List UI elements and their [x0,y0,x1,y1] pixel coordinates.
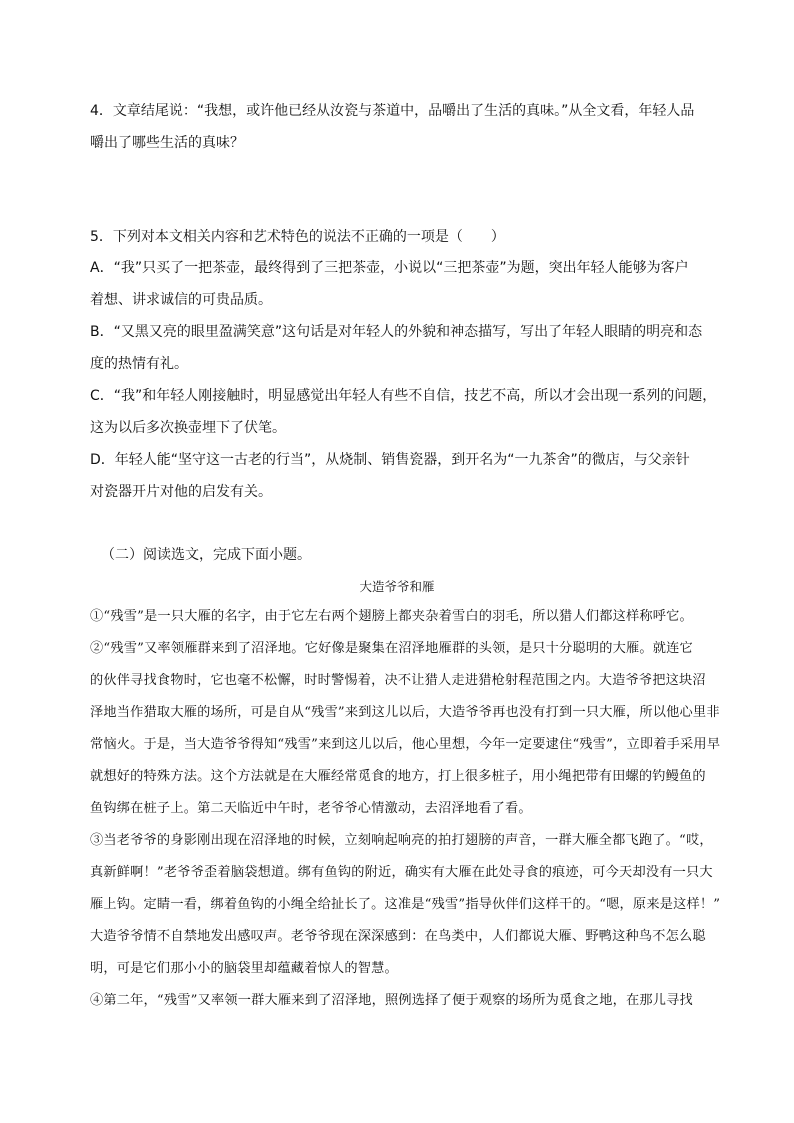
paragraph-2-line-6: 鱼钩绑在桩子上。第二天临近中午时，老爷爷心情激动，去沼泽地看了看。 [90,801,532,816]
question-5-stem: 5．下列对本文相关内容和艺术特色的说法不正确的一项是（ ） [90,229,505,245]
passage-title: 大造爷爷和雁 [359,579,435,594]
section-2-heading: （二）阅读选文，完成下面小题。 [101,547,311,563]
paragraph-3-line-3: 雁上钩。定睛一看，绑着鱼钩的小绳全给扯长了。这准是“残雪”指导伙伴们这样干的。“嗯，原来是这样！” [90,897,721,912]
paragraph-1-line-1: ①“残雪”是一只大雁的名字，由于它左右两个翅膀上都夹杂着雪白的羽毛，所以猎人们都这样称呼它。 [90,609,693,624]
option-b-line-2: 度的热情有礼。 [90,356,188,372]
paragraph-2-line-4: 常恼火。于是，当大造爷爷得知“残雪”来到这儿以后，他心里想，今年一定要逮住“残雪”，立即着手采用早 [90,737,721,752]
option-a-line-1: A．“我”只买了一把茶壶，最终得到了三把茶壶，小说以“三把茶壶”为题，突出年轻人能够为客户 [90,260,689,276]
paragraph-3-line-2: 真新鲜啊！”老爷爷歪着脑袋想道。绑有鱼钩的附近，确实有大雁在此处寻食的痕迹，可今天却没有一只大 [90,865,713,880]
option-d-line-1: D．年轻人能“坚守这一古老的行当”，从烧制、销售瓷器，到开名为“一九茶舍”的微店，与父亲针 [90,452,690,468]
paragraph-3-line-1: ③当老爷爷的身影刚出现在沼泽地的时候，立刻响起响亮的拍打翅膀的声音，一群大雁全都飞跑了。“哎， [90,833,713,848]
option-d-line-2: 对瓷器开片对他的启发有关。 [90,484,272,500]
paragraph-4-line-1: ④第二年，“残雪”又率领一群大雁来到了沼泽地，照例选择了便于观察的场所为觅食之地，在那儿寻找 [90,993,693,1008]
paragraph-2-line-2: 的伙伴寻找食物时，它也毫不松懈，时时警惕着，决不让猎人走进猎枪射程范围之内。大造爷爷把这块沼 [90,673,706,688]
paragraph-2-line-5: 就想好的特殊方法。这个方法就是在大雁经常觅食的地方，打上很多桩子，用小绳把带有田螺的钓鳗鱼的 [90,769,706,784]
option-b-line-1: B．“又黑又亮的眼里盈满笑意”这句话是对年轻人的外貌和神态描写，写出了年轻人眼睛的明亮和态 [90,324,703,340]
option-a-line-2: 着想、讲求诚信的可贵品质。 [90,292,272,308]
question-4-line-1: 4．文章结尾说：“我想，或许他已经从汝瓷与茶道中，品嚼出了生活的真味。”从全文看，年轻人品 [90,103,695,119]
paragraph-2-line-3: 泽地当作猎取大雁的场所，可是自从“残雪”来到这儿以后，大造爷爷再也没有打到一只大雁，所以他心里非 [90,705,720,720]
option-c-line-1: C．“我”和年轻人刚接触时，明显感觉出年轻人有些不自信，技艺不高，所以才会出现一系列的问题， [90,388,717,404]
paragraph-3-line-5: 明，可是它们那小小的脑袋里却蕴藏着惊人的智慧。 [90,961,398,976]
option-c-line-2: 这为以后多次换壶埋下了伏笔。 [90,420,286,436]
paragraph-2-line-1: ②“残雪”又率领雁群来到了沼泽地。它好像是聚集在沼泽地雁群的头领，是只十分聪明的大雁。就连它 [90,641,693,656]
question-4-line-2: 嚼出了哪些生活的真味？ [90,135,244,151]
paragraph-3-line-4: 大造爷爷情不自禁地发出感叹声。老爷爷现在深深感到：在鸟类中，人们都说大雁、野鸭这种鸟不怎么聪 [90,929,706,944]
